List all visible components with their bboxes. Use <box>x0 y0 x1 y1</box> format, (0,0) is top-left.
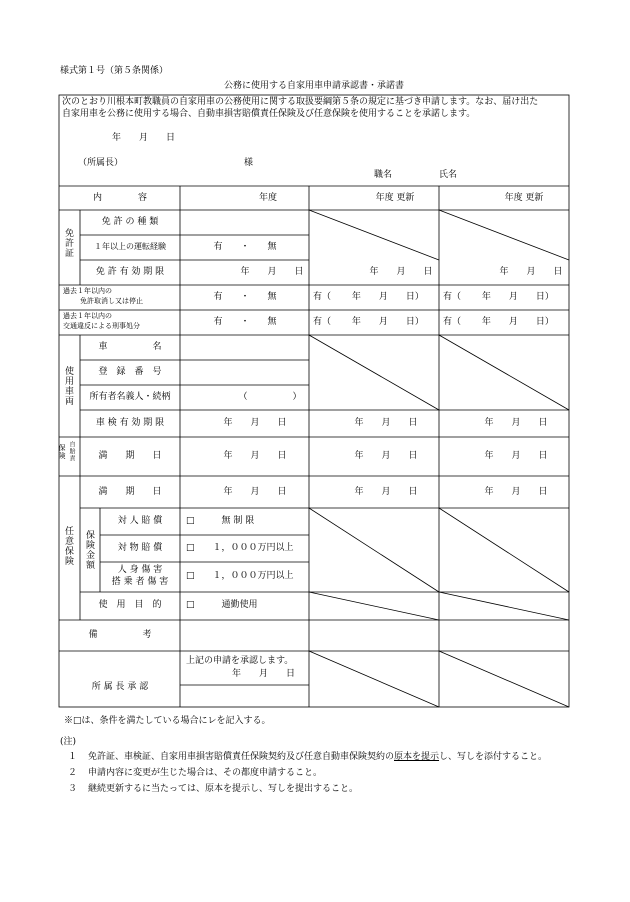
note-1-underlined: 原本を提示 <box>394 752 440 762</box>
approval-label: 所 属 長 承 認 <box>91 682 149 692</box>
registration-number-label: 登 録 番 号 <box>98 367 162 377</box>
header-renewal-2: 年度 更新 <box>504 193 544 203</box>
inspection-date: 年 月 日 <box>223 418 287 428</box>
personal-liability-label: 対 人 賠 償 <box>117 516 163 526</box>
license-type-label: 免 許 の 種 類 <box>101 217 159 227</box>
vehicle-group-label: 使用車両 <box>63 366 73 406</box>
past-violation-value: 有 ・ 無 <box>213 317 277 327</box>
license-validity-label: 免 許 有 効 期 限 <box>95 267 165 277</box>
property-liability-value: □ １，０００万円以上 <box>186 543 294 553</box>
compulsory-expiry-date: 年 月 日 <box>223 451 287 461</box>
header-content: 内 容 <box>92 193 148 203</box>
remarks-label: 備 考 <box>88 630 152 640</box>
note-2-text: 申請内容に変更が生じた場合は、その都度申請すること。 <box>88 768 323 778</box>
form-number: 様式第１号（第５条関係） <box>60 66 169 76</box>
driving-experience-value: 有 ・ 無 <box>213 242 277 252</box>
past-revocation-date-renew1: 有（ 年 月 日） <box>313 292 424 302</box>
license-validity-date-renew1: 年 月 日 <box>369 267 433 277</box>
insurance-amount-group-label: 保険金額 <box>84 530 94 570</box>
inspection-date-renew1: 年 月 日 <box>354 418 418 428</box>
past-violation-date-renew1: 有（ 年 月 日） <box>313 317 424 327</box>
approval-text: 上記の申請を承認します。 <box>186 656 294 666</box>
voluntary-expiry-date-renew2: 年 月 日 <box>484 487 548 497</box>
past-violation-line2: 交通違反による刑事処分 <box>63 322 140 330</box>
inspection-date-renew2: 年 月 日 <box>484 418 548 428</box>
inspection-validity-label: 車 検 有 効 期 限 <box>95 418 165 428</box>
past-violation-date-renew2: 有（ 年 月 日） <box>443 317 554 327</box>
voluntary-group-label: 任意保険 <box>63 526 73 566</box>
note-1-number: １ <box>68 752 78 762</box>
application-date: 年 月 日 <box>112 133 176 143</box>
injury-label-a: 人 身 傷 害 <box>117 565 163 575</box>
checkbox-note: ※□は、条件を満たしている場合にレを記入する。 <box>64 716 271 726</box>
past-revocation-line1: 過去１年以内の <box>63 287 112 295</box>
header-renewal-1: 年度 更新 <box>375 193 415 203</box>
driving-experience-label: １年以上の運転経験 <box>94 242 166 251</box>
property-liability-label: 対 物 賠 償 <box>117 543 163 553</box>
license-validity-date: 年 月 日 <box>240 267 304 277</box>
compulsory-expiry-date-renew2: 年 月 日 <box>484 451 548 461</box>
intro-line-1: 次のとおり川根本町教職員の自家用車の公務使用に関する取扱要綱第５条の規定に基づき申請します。なお、届け出た <box>62 97 539 107</box>
injury-label-b: 搭 乗 者 傷 害 <box>111 577 169 587</box>
note-1-text: 免許証、車検証、自家用車損害賠償責任保険契約及び任意自動車保険契約の原本を提示し、写しを添付すること。 <box>88 752 548 762</box>
header-fiscal-year: 年度 <box>258 193 278 203</box>
owner-relation-label: 所有者名義人・続柄 <box>89 392 171 402</box>
compulsory-expiry-label: 満 期 日 <box>98 451 162 461</box>
form-title: 公務に使用する自家用車申請承認書・承諾書 <box>223 81 405 91</box>
past-violation-line1: 過去１年以内の <box>63 312 112 320</box>
note-2-number: ２ <box>68 768 78 778</box>
note-3-number: ３ <box>68 784 78 794</box>
principal-label: （所属長） <box>78 158 124 168</box>
position-label: 職名 <box>374 170 393 180</box>
name-label: 氏名 <box>439 170 458 180</box>
compulsory-group-label-b: 自賠責 <box>68 441 75 462</box>
principal-sama: 様 <box>244 158 254 168</box>
license-group-label: 免許証 <box>63 228 73 258</box>
usage-purpose-value: □ 通勤使用 <box>186 600 258 610</box>
usage-purpose-label: 使 用 目 的 <box>98 600 162 610</box>
past-revocation-date-renew2: 有（ 年 月 日） <box>443 292 554 302</box>
personal-liability-value: □ 無 制 限 <box>186 516 255 526</box>
notes-title: (注) <box>60 737 77 747</box>
voluntary-expiry-label: 満 期 日 <box>98 487 162 497</box>
vehicle-model-label: 車 名 <box>98 342 162 352</box>
past-revocation-value: 有 ・ 無 <box>213 292 277 302</box>
injury-value: □ １，０００万円以上 <box>186 571 294 581</box>
compulsory-group-label-a: 保険 <box>58 444 66 460</box>
note-3-text: 継続更新するに当たっては、原本を提示し、写しを提出すること。 <box>88 784 359 794</box>
owner-relation-paren: （ ） <box>238 392 302 402</box>
approval-date: 年 月 日 <box>232 669 296 679</box>
voluntary-expiry-date: 年 月 日 <box>223 487 287 497</box>
voluntary-expiry-date-renew1: 年 月 日 <box>354 487 418 497</box>
past-revocation-line2: 免許取消し又は停止 <box>80 297 143 305</box>
intro-line-2: 自家用車を公務に使用する場合、自動車損害賠償責任保険及び任意保険を使用することを承諾します。 <box>62 109 476 119</box>
license-validity-date-renew2: 年 月 日 <box>499 267 563 277</box>
compulsory-expiry-date-renew1: 年 月 日 <box>354 451 418 461</box>
